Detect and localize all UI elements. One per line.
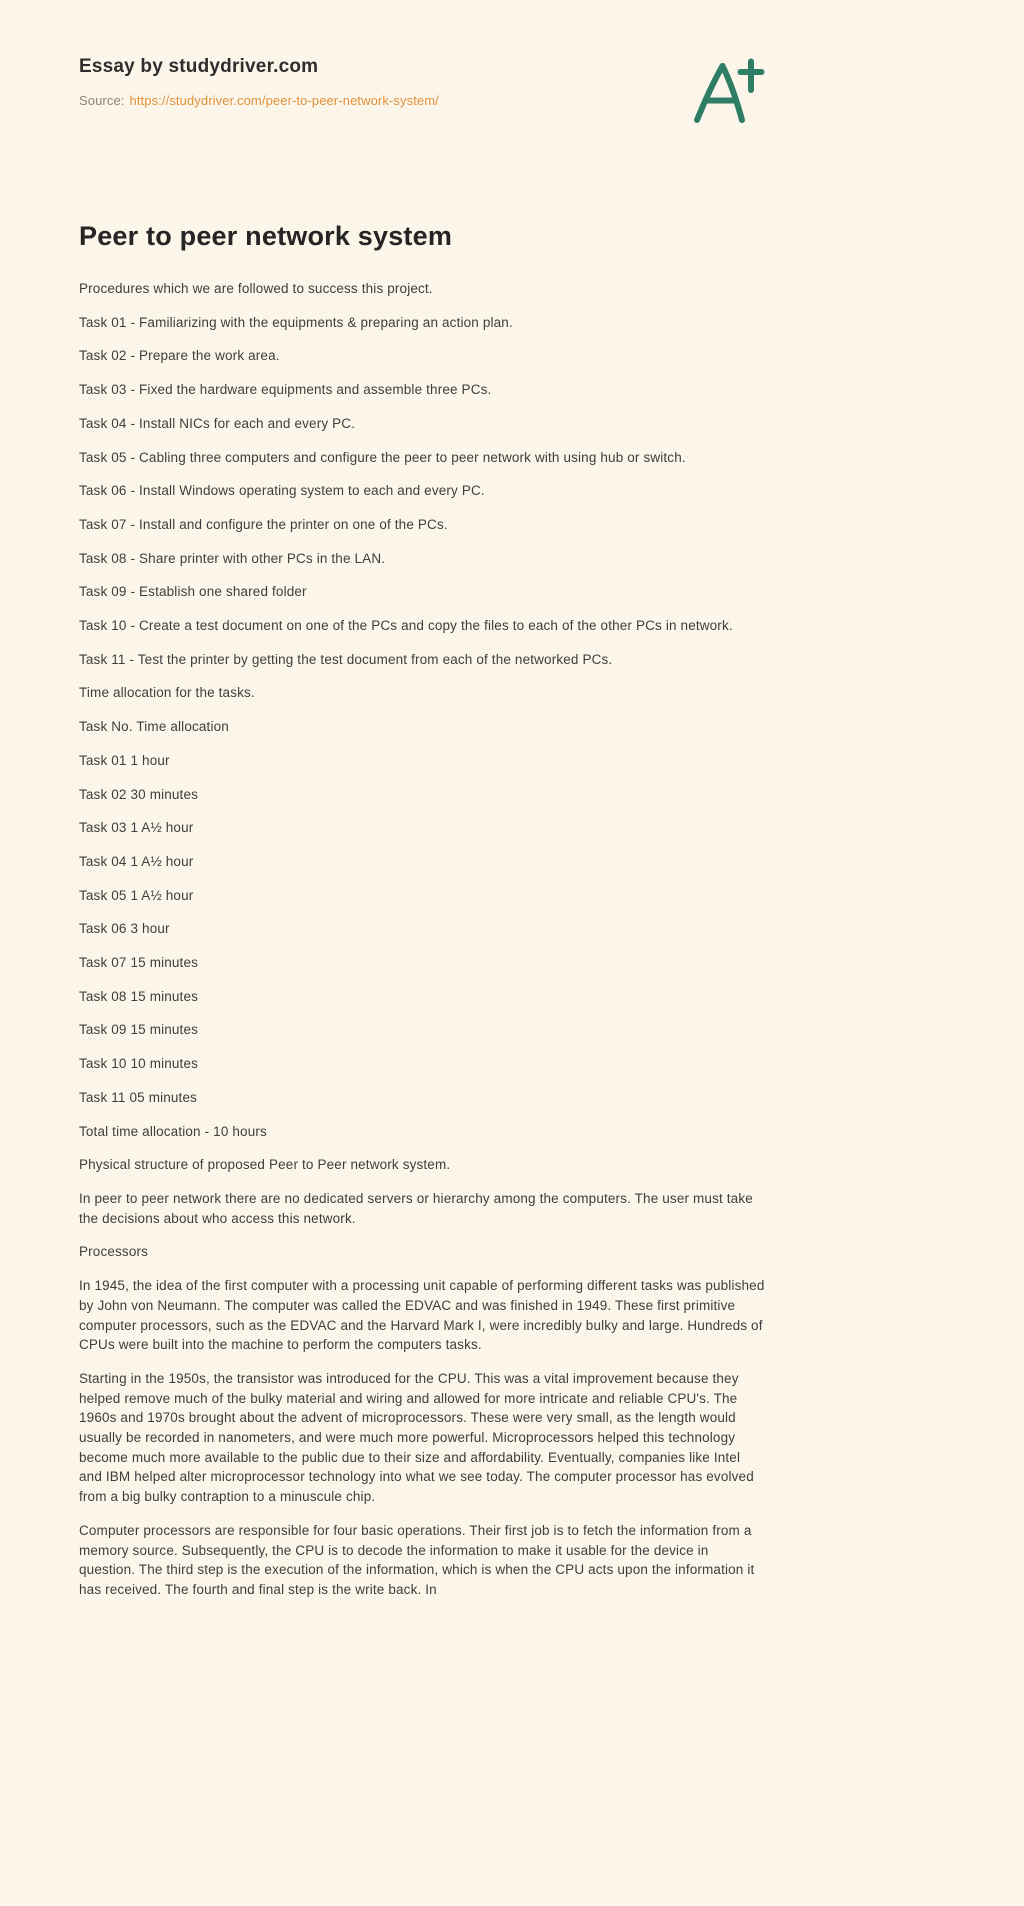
- paragraph-task-05: Task 05 - Cabling three computers and configure the peer to peer network with using hub or switch.: [79, 449, 686, 465]
- paragraph-task-08: Task 08 - Share printer with other PCs in the LAN.: [79, 550, 386, 566]
- paragraph-time-table-header: Task No. Time allocation: [79, 719, 229, 735]
- paragraph-task-06: Task 06 - Install Windows operating system to each and every PC.: [79, 483, 485, 499]
- paragraph-processors-operations: Computer processors are responsible for four basic operations. Their first job is to fetch the information from a memory source. Subsequently, the CPU is to decode the information to make it usable for the device in question. The third step is the execution of the information, which is when the CPU acts upon the information it has received. The fourth and final step is the write back. In: [79, 1522, 755, 1597]
- byline-site: studydriver.com: [168, 56, 319, 77]
- paragraph-time-task-05: Task 05 1 A½ hour: [79, 887, 194, 903]
- paragraph-physical-structure-heading: Physical structure of proposed Peer to Peer network system.: [79, 1157, 451, 1173]
- paragraph-peer-network-description: In peer to peer network there are no dedicated servers or hierarchy among the computers. The user must take the decisions about who access this network.: [79, 1190, 753, 1226]
- paragraph-time-allocation-heading: Time allocation for the tasks.: [79, 685, 255, 701]
- paragraph-procedures-intro: Procedures which we are followed to success this project.: [79, 281, 433, 296]
- paragraph-processors-heading: Processors: [79, 1244, 149, 1260]
- page-title: Peer to peer network system: [79, 221, 453, 251]
- paragraph-task-04: Task 04 - Install NICs for each and every PC.: [79, 415, 356, 431]
- studydriver-logo-icon: [688, 54, 766, 129]
- paragraph-task-11: Task 11 - Test the printer by getting the test document from each of the networked PCs.: [79, 651, 613, 667]
- header-text: [79, 56, 439, 108]
- byline-prefix: Essay by: [79, 56, 169, 77]
- paragraph-time-task-04: Task 04 1 A½ hour: [79, 853, 194, 869]
- paragraph-task-01: Task 01 - Familiarizing with the equipments & preparing an action plan.: [79, 314, 513, 330]
- paragraph-time-task-10: Task 10 10 minutes: [79, 1056, 199, 1072]
- essay-content: [79, 221, 766, 1600]
- source-link[interactable]: https://studydriver.com/peer-to-peer-network-system/: [129, 93, 439, 108]
- paragraph-processors-history-1: In 1945, the idea of the first computer with a processing unit capable of performing different tasks was published by John von Neumann. The computer was called the EDVAC and was finished in 1949. These first primitive computer processors, such as the EDVAC and the Harvard Mark I, were incredibly bulky and large. Hundreds of CPUs were built into the machine to perform the computers tasks.: [79, 1278, 765, 1353]
- paragraph-time-task-08: Task 08 15 minutes: [79, 988, 199, 1004]
- paragraph-task-02: Task 02 - Prepare the work area.: [79, 348, 280, 364]
- paragraph-task-09: Task 09 - Establish one shared folder: [79, 584, 307, 600]
- paragraph-time-task-06: Task 06 3 hour: [79, 921, 170, 937]
- page-header: [79, 56, 766, 129]
- paragraph-time-task-11: Task 11 05 minutes: [79, 1089, 198, 1105]
- source-line: [79, 93, 439, 108]
- paragraph-time-task-03: Task 03 1 A½ hour: [79, 820, 194, 836]
- paragraph-total-time: Total time allocation - 10 hours: [79, 1123, 267, 1139]
- paragraph-task-03: Task 03 - Fixed the hardware equipments and assemble three PCs.: [79, 382, 492, 398]
- paragraph-task-10: Task 10 - Create a test document on one of the PCs and copy the files to each of the other PCs in network.: [79, 618, 733, 634]
- paragraph-time-task-07: Task 07 15 minutes: [79, 955, 199, 971]
- paragraph-time-task-09: Task 09 15 minutes: [79, 1022, 199, 1038]
- paragraph-task-07: Task 07 - Install and configure the printer on one of the PCs.: [79, 516, 448, 532]
- paragraph-time-task-01: Task 01 1 hour: [79, 752, 170, 768]
- paragraph-processors-history-2: Starting in the 1950s, the transistor was introduced for the CPU. This was a vital improvement because they helped remove much of the bulky material and wiring and allowed for more intricate and reliable CPU's. The 1960s and 1970s brought about the advent of microprocessors. These were very small, as the length would usually be recorded in nanometers, and were much more powerful. Microprocessors helped this technology become much more available to the public due to their size and affordability. Eventually, companies like Intel and IBM helped alter microprocessor technology into what we see today. The computer processor has evolved from a big bulky contraption to a minuscule chip.: [79, 1370, 754, 1505]
- paragraph-time-task-02: Task 02 30 minutes: [79, 786, 199, 802]
- byline: [79, 56, 439, 78]
- source-label: Source:: [79, 93, 125, 108]
